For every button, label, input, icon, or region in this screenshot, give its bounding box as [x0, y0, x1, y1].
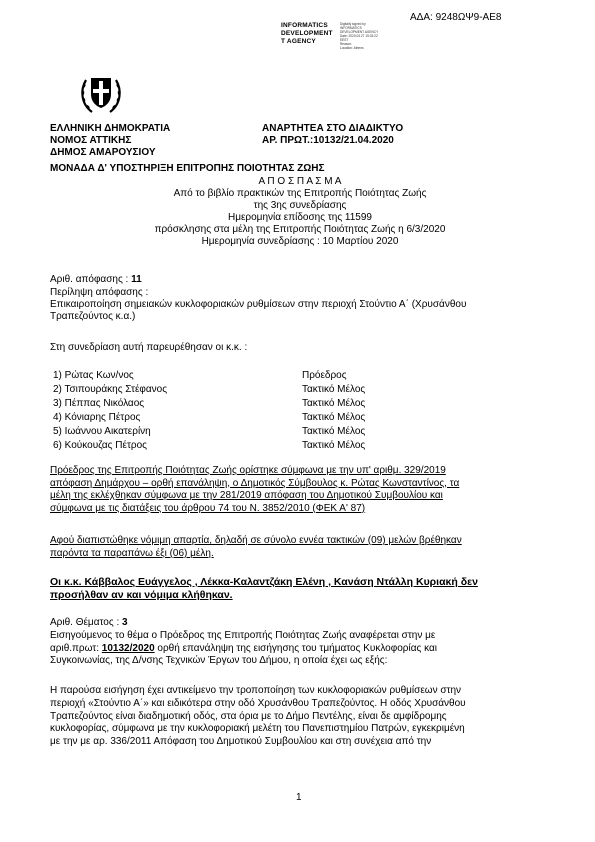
member-role: Τακτικό Μέλος: [302, 412, 366, 423]
paragraph-line: μέλη της εκλέχθηκαν σύμφωνα με την 281/2019 απόφαση του Δημοτικού Συμβουλίου και: [50, 490, 443, 501]
decision-number-row: [50, 274, 142, 286]
summary-text: Επικαιροποίηση σημειακών κυκλοφοριακών ρυθμίσεων στην περιοχή Στούντιο Α΄ (Χρυσάνθου: [50, 299, 467, 310]
signature-detail-line: EEST: [340, 38, 349, 42]
extract-line: της 3ης συνεδρίασης: [253, 200, 347, 211]
paragraph-line: Εισηγούμενος το θέμα ο Πρόεδρος της Επιτροπής Ποιότητας Ζωής αναφέρεται στην με: [50, 630, 436, 641]
extract-line: πρόσκλησης στα μέλη της Επιτροπής Ποιότητας Ζωής η 6/3/2020: [154, 224, 446, 235]
absent-members: [50, 576, 560, 602]
paragraph-line: Πρόεδρος της Επιτροπής Ποιότητας Ζωής ορίστηκε σύμφωνα με την υπ' αριθμ. 329/2019: [50, 465, 446, 476]
municipality-label: ΔΗΜΟΣ ΑΜΑΡΟΥΣΙΟΥ: [50, 147, 156, 158]
prefecture-label: ΝΟΜΟΣ ΑΤΤΙΚΗΣ: [50, 135, 132, 146]
quorum-paragraph: [50, 534, 555, 560]
extract-line: Ημερομηνία συνεδρίασης : 10 Μαρτίου 2020: [201, 236, 399, 247]
decision-number-label: Αριθ. απόφασης :: [50, 274, 129, 285]
protocol-ref: 10132/2020: [101, 642, 155, 654]
member-role: Τακτικό Μέλος: [302, 398, 366, 409]
signature-detail-line: Date: 2020.04.27 15:33:22: [340, 34, 378, 38]
member-name: 1) Ρώτας Κων/νος: [53, 370, 134, 381]
paragraph-line: με την με αρ. 336/2011 Απόφαση του Δημοτικού Συμβουλίου και στη συνέχεια από την: [50, 736, 432, 748]
summary-text: Τραπεζούντος κ.α.): [50, 311, 136, 322]
decision-number: 11: [131, 274, 142, 285]
extract-title: Α Π Ο Σ Π Α Σ Μ Α: [258, 176, 342, 187]
paragraph-line: απόφαση Δημάρχου – ορθή επανάληψη, ο Δημοτικός Σύμβουλος κ. Ρώτας Κωνσταντίνος, τα: [50, 477, 460, 489]
member-role: Πρόεδρος: [302, 370, 347, 381]
member-name: 3) Πέππας Νικόλαος: [53, 398, 145, 409]
member-name: 2) Τσιπουράκης Στέφανος: [53, 384, 168, 395]
republic-label: ΕΛΛΗΝΙΚΗ ΔΗΜΟΚΡΑΤΙΑ: [50, 123, 171, 134]
signature-line: DEVELOPMENT: [281, 30, 333, 37]
paragraph-text: ορθή επανάληψη της εισήγησης του τμήματος Κυκλοφορίας και: [157, 642, 437, 654]
signature-detail-line: Digitally signed by: [340, 22, 366, 26]
topic-number-row: [50, 617, 128, 629]
header-left: [50, 123, 170, 159]
signature-detail-line: Reason:: [340, 42, 352, 46]
signature-detail-line: INFORMATICS: [340, 26, 362, 30]
attendance-intro: Στη συνεδρίαση αυτή παρευρέθησαν οι κ.κ. :: [50, 342, 248, 353]
paragraph-line: Συγκοινωνίας, της Δ/νσης Τεχνικών Έργων του Δήμου, η οποία έχει ως εξής:: [50, 655, 388, 666]
paragraph-line: σύμφωνα με τις διατάξεις του άρθρου 74 του Ν. 3852/2010 (ΦΕΚ Α' 87): [50, 502, 366, 514]
topic-number: 3: [122, 617, 128, 628]
topic-label: Αριθ. Θέματος :: [50, 617, 120, 628]
extract-line: Από το βιβλίο πρακτικών της Επιτροπής Ποιότητας Ζωής: [173, 188, 427, 199]
protocol-number: ΑΡ. ΠΡΩΤ.:10132/21.04.2020: [262, 135, 394, 146]
intro-paragraph: [50, 630, 560, 668]
decision-summary: [50, 287, 560, 323]
member-name: 6) Κούκουζας Πέτρος: [53, 440, 147, 451]
paragraph-line: κυκλοφορίας, σύμφωνα με την κυκλοφοριακή μελέτη του Πανεπιστημίου Πατρών, εγκεκριμένη: [50, 723, 465, 735]
coat-of-arms-icon: [78, 70, 124, 116]
paragraph-line: παρόντα τα παραπάνω έξι (06) μέλη.: [50, 548, 214, 559]
paragraph-line: προσήλθαν αν και νόμιμα κλήθηκαν.: [50, 589, 233, 601]
signature-line: T AGENCY: [281, 38, 316, 45]
paragraph-line: [50, 643, 560, 656]
member-role: Τακτικό Μέλος: [302, 440, 366, 451]
signature-detail-line: Location: Athens: [340, 46, 364, 50]
paragraph-line: περιοχή «Στούντιο Α΄» και ειδικότερα στην οδό Χρυσάνθου Τραπεζούντος. Η οδός Χρυσάνθου: [50, 697, 466, 709]
signature-details: [340, 22, 378, 50]
paragraph-line: Αφού διαπιστώθηκε νόμιμη απαρτία, δηλαδή σε σύνολο εννέα τακτικών (09) μελών βρέθηκαν: [50, 535, 462, 546]
signature-agency-name: [281, 22, 333, 46]
ada-code: ΑΔΑ: 9248ΩΨ9-ΑΕ8: [410, 12, 502, 23]
extract-block: [50, 176, 550, 248]
signature-line: INFORMATICS: [281, 22, 328, 29]
paragraph-line: Τραπεζούντος είναι διαδημοτική οδός, στα όρια με το Δήμο Πεντέλης, είναι δε αμφίδρομης: [50, 710, 447, 722]
publish-online-label: ΑΝΑΡΤΗΤΕΑ ΣΤΟ ΔΙΑΔΙΚΤΥΟ: [262, 123, 404, 134]
paragraph-line: Οι κ.κ. Κάββαλος Ευάγγελος , Λέκκα-Καλαντζάκη Ελένη , Κανάση Ντάλλη Κυριακή δεν: [50, 576, 478, 588]
member-name: 4) Κόνιαρης Πέτρος: [53, 412, 141, 423]
member-role: Τακτικό Μέλος: [302, 426, 366, 437]
summary-label: Περίληψη απόφασης :: [50, 287, 149, 298]
page-number: 1: [296, 792, 302, 803]
member-name: 5) Ιωάννου Αικατερίνη: [53, 426, 151, 437]
signature-detail-line: DEVELOPMENT AGENCY: [340, 30, 379, 34]
header-right: [262, 123, 403, 147]
chair-paragraph: [50, 465, 555, 515]
unit-label: ΜΟΝΑΔΑ Δ' ΥΠΟΣΤΗΡΙΞΗ ΕΠΙΤΡΟΠΗΣ ΠΟΙΟΤΗΤΑΣ ΖΩΗΣ: [50, 163, 325, 174]
extract-line: Ημερομηνία επίδοσης της 11599: [227, 212, 372, 223]
member-role: Τακτικό Μέλος: [302, 384, 366, 395]
body-paragraph: [50, 685, 555, 749]
protocol-label: αριθ.πρωτ:: [50, 642, 100, 654]
paragraph-line: Η παρούσα εισήγηση έχει αντικείμενο την τροποποίηση των κυκλοφοριακών ρυθμίσεων στην: [50, 685, 462, 696]
